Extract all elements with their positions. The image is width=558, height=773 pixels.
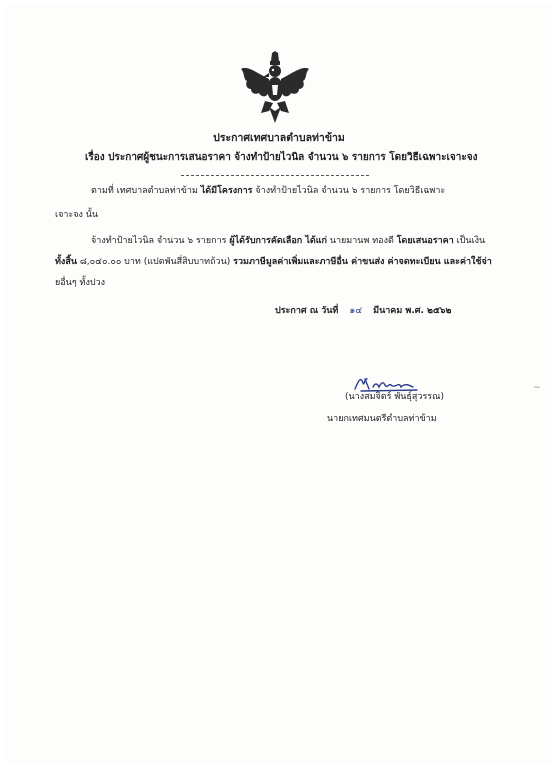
paragraph2-item: จ้างทำป้ายไวนิล จำนวน ๖ รายการ — [91, 236, 227, 246]
signatory-name: (นางสมจิตร์ พันธุ์สุวรรณ) — [345, 392, 445, 402]
paragraph2-amount-label: เป็นเงิน — [456, 236, 486, 246]
paragraph2-line3: ยอื่นๆ ทั้งปวง — [55, 278, 106, 288]
paragraph2-inclusive: รวมภาษีมูลค่าเพิ่มและภาษีอื่น ค่าขนส่ง ค่าจดทะเบียน และค่าใช้จ่า — [233, 257, 492, 267]
paragraph1-project: จ้างทำป้ายไวนิล จำนวน ๖ รายการ โดยวิธีเฉพาะ — [255, 186, 446, 196]
paragraph2-selected-label: ผู้ได้รับการคัดเลือก ได้แก่ — [229, 236, 327, 246]
paragraph2-line1 — [91, 231, 485, 251]
announce-day: ๑๔ — [349, 306, 363, 316]
paragraph1-line2: เจาะจง นั้น — [55, 210, 99, 220]
document-subject — [85, 150, 477, 165]
stray-mark: ~ — [533, 383, 541, 393]
document-page — [5, 5, 553, 763]
announce-label: ประกาศ ณ วันที่ — [275, 306, 339, 316]
announce-date — [275, 301, 451, 321]
paragraph2-line2 — [55, 252, 492, 272]
paragraph1-agency: เทศบาลตำบลท่าข้าม — [116, 186, 198, 196]
paragraph2-vendor: นายมานพ ทองดี — [329, 236, 394, 246]
subject-text: ประกาศผู้ชนะการเสนอราคา จ้างทำป้ายไวนิล จำนวน ๖ รายการ โดยวิธีเฉพาะเจาะจง — [108, 152, 478, 163]
signatory-title: นายกเทศมนตรีตำบลท่าข้าม — [327, 414, 437, 424]
paragraph2-amount: ๘,๐๔๐.๐๐ บาท (แปดพันสี่สิบบาทถ้วน) — [79, 257, 231, 267]
garuda-emblem-icon — [239, 51, 311, 125]
separator-line — [181, 175, 369, 176]
document-heading: ประกาศเทศบาลตำบลท่าข้าม — [213, 132, 345, 144]
paragraph2-offer-label: โดยเสนอราคา — [396, 236, 454, 246]
paragraph1-project-label: ได้มีโครงการ — [200, 186, 253, 196]
announce-month-year: มีนาคม พ.ศ. ๒๕๖๒ — [373, 306, 452, 316]
paragraph1-prefix: ตามที่ — [91, 186, 114, 196]
paragraph2-total-label: ทั้งสิ้น — [55, 257, 77, 267]
paragraph1-line1 — [91, 181, 445, 201]
subject-label: เรื่อง — [85, 152, 105, 163]
